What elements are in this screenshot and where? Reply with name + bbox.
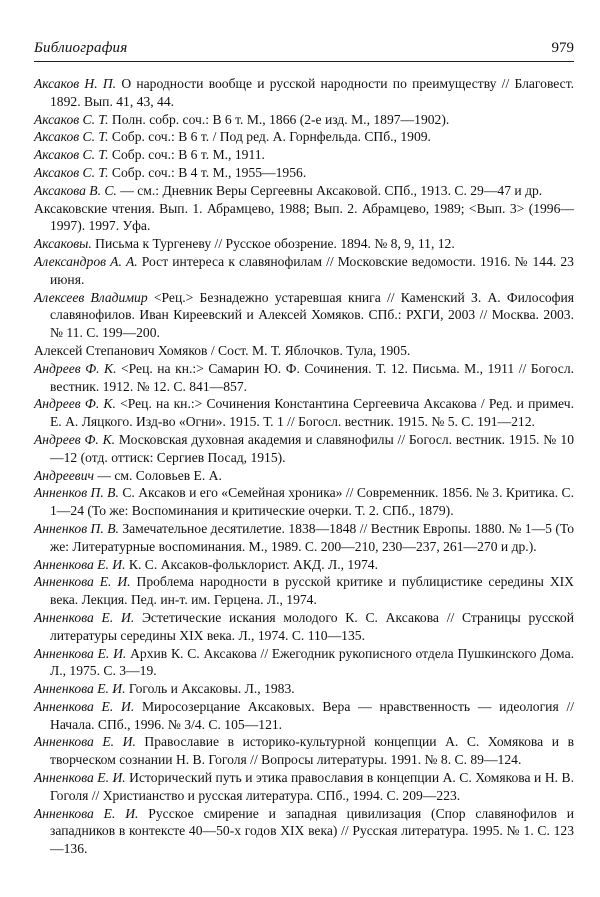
bibliography-entry bbox=[34, 645, 574, 681]
page-header bbox=[34, 36, 574, 62]
bibliography-entry bbox=[34, 200, 574, 236]
entry-text: Собр. соч.: В 6 т. / Под ред. А. Горнфельда. СПб., 1909. bbox=[108, 129, 431, 145]
entry-author: Анненкова Е. И. bbox=[34, 734, 136, 750]
bibliography-list bbox=[34, 75, 574, 858]
bibliography-entry bbox=[34, 111, 574, 129]
entry-author: Анненкова Е. И. bbox=[34, 645, 127, 661]
entry-text: О народности вообще и русской народности по преимуществу // Благовест. 1892. Вып. 41, 43, 44. bbox=[50, 76, 575, 109]
page-number: 979 bbox=[551, 40, 574, 56]
entry-author: Андреевич bbox=[34, 467, 94, 483]
bibliography-entry bbox=[34, 520, 574, 556]
bibliography-entry bbox=[34, 680, 574, 698]
entry-text: Русское смирение и западная цивилизация (Спор славянофилов и западников в контексте 40—50-х годов XIX века) // Русская литература. 1995. № 1. С. 123—136. bbox=[50, 805, 574, 857]
entry-author: Анненкова Е. И. bbox=[34, 609, 135, 625]
entry-text: Миросозерцание Аксаковых. Вера — нравственность — идеология // Начала. СПб., 1996. № 3/4. С. 105—121. bbox=[50, 698, 574, 732]
entry-text: Проблема народности в русской критике и публицистике середины XIX века. Лекция. Пед. ин-т. им. Герцена. Л., 1974. bbox=[50, 574, 574, 608]
bibliography-entry bbox=[34, 467, 574, 485]
bibliography-entry bbox=[34, 75, 574, 111]
entry-text: Исторический путь и этика православия в концепции А. С. Хомякова и Н. В. Гоголя // Христианство и русская литература. СПб., 1994. С. 209—223. bbox=[50, 770, 574, 803]
bibliography-entry bbox=[34, 128, 574, 146]
entry-text: Замечательное десятилетие. 1838—1848 // Вестник Европы. 1880. № 1—5 (То же: Литературные воспоминания. М., 1989. С. 200—210, 230—237, 261—270 и др.). bbox=[50, 520, 575, 554]
entry-text: Эстетические искания молодого К. С. Аксакова // Страницы русской литературы середины XIX века. Л., 1974. С. 110—135. bbox=[50, 609, 574, 643]
entry-author: Андреев Ф. К. bbox=[34, 396, 116, 412]
entry-author: Анненкова Е. И. bbox=[34, 770, 126, 786]
entry-text: Алексей Степанович Хомяков / Сост. М. Т. Яблочков. Тула, 1905. bbox=[34, 342, 411, 358]
entry-author: Анненков П. В. bbox=[34, 520, 119, 536]
entry-text: С. Аксаков и его «Семейная хроника» // Современник. 1856. № 3. Критика. С. 1—24 (То же: Воспоминания и критические очерки. Т. 2. СПб., 1879). bbox=[50, 485, 574, 519]
entry-author: Аксаков С. Т. bbox=[34, 111, 109, 127]
bibliography-entry bbox=[34, 342, 574, 360]
entry-author: Аксаков С. Т. bbox=[34, 164, 109, 180]
entry-author: Андреев Ф. К. bbox=[34, 431, 116, 447]
bibliography-entry bbox=[34, 289, 574, 342]
entry-author: Анненкова Е. И. bbox=[34, 574, 131, 590]
bibliography-entry bbox=[34, 431, 574, 467]
entry-author: Алексеев Владимир bbox=[34, 289, 148, 305]
entry-text: Аксаковские чтения. Вып. 1. Абрамцево, 1988; Вып. 2. Абрамцево, 1989; <Вып. 3> (1996—1997). 1997. Уфа. bbox=[34, 200, 574, 234]
bibliography-entry bbox=[34, 164, 574, 182]
entry-text: Архив К. С. Аксакова // Ежегодник рукописного отдела Пушкинского Дома. Л., 1975. С. 3—19. bbox=[50, 645, 574, 679]
bibliography-entry bbox=[34, 609, 574, 645]
bibliography-entry bbox=[34, 484, 574, 520]
entry-text: Полн. собр. соч.: В 6 т. М., 1866 (2-е изд. М., 1897—1902). bbox=[108, 111, 450, 127]
bibliography-entry bbox=[34, 235, 574, 253]
entry-author: Анненкова Е. И. bbox=[34, 805, 139, 821]
entry-text: <Рец. на кн.:> Сочинения Константина Сергеевича Аксакова / Ред. и примеч. Е. А. Ляцкого. Изд-во «Огни». 1915. Т. 1 // Богосл. вестник. 1915. № 5. С. 191—212. bbox=[50, 396, 574, 430]
entry-text: — см. Соловьев Е. А. bbox=[93, 467, 222, 483]
entry-author: Александров А. А. bbox=[34, 253, 138, 269]
bibliography-entry bbox=[34, 769, 574, 805]
bibliography-entry bbox=[34, 698, 574, 734]
entry-author: Анненкова Е. И. bbox=[34, 681, 126, 697]
entry-text: Собр. соч.: В 6 т. М., 1911. bbox=[108, 147, 265, 163]
entry-author: Аксаковы. bbox=[34, 236, 92, 252]
entry-text: Московская духовная академия и славянофилы // Богосл. вестник. 1915. № 10—12 (отд. оттиск: Сергиев Посад, 1915). bbox=[50, 431, 575, 465]
entry-text: — см.: Дневник Веры Сергеевны Аксаковой. СПб., 1913. С. 29—47 и др. bbox=[116, 182, 543, 198]
entry-text: К. С. Аксаков-фольклорист. АКД. Л., 1974. bbox=[125, 556, 378, 572]
bibliography-entry bbox=[34, 360, 574, 396]
bibliography-entry bbox=[34, 573, 574, 609]
bibliography-entry bbox=[34, 733, 574, 769]
running-title: Библиография bbox=[34, 40, 128, 56]
bibliography-entry bbox=[34, 395, 574, 431]
entry-text: <Рец.> Безнадежно устаревшая книга // Каменский З. А. Философия славянофилов. Иван Киреевский и Алексей Хомяков. СПб.: РХГИ, 2003 // Москва. 2003. № 11. С. 199—200. bbox=[50, 289, 575, 341]
bibliography-entry bbox=[34, 556, 574, 574]
entry-text: Рост интереса к славянофилам // Московские ведомости. 1916. № 144. 23 июня. bbox=[50, 253, 574, 287]
entry-text: Письма к Тургеневу // Русское обозрение. 1894. № 8, 9, 11, 12. bbox=[91, 236, 455, 252]
entry-author: Аксаков С. Т. bbox=[34, 129, 109, 145]
entry-text: Православие в историко-культурной концепции А. С. Хомякова и в творческом сознании Н. В. Гоголя // Вопросы литературы. 1991. № 8. С. 89—124. bbox=[50, 734, 574, 768]
bibliography-entry bbox=[34, 182, 574, 200]
entry-text: Собр. соч.: В 4 т. М., 1955—1956. bbox=[108, 164, 307, 180]
entry-author: Андреев Ф. К. bbox=[34, 360, 117, 376]
entry-author: Аксаков Н. П. bbox=[34, 76, 117, 91]
entry-text: Гоголь и Аксаковы. Л., 1983. bbox=[125, 681, 295, 697]
entry-author: Аксакова В. С. bbox=[34, 182, 117, 198]
entry-author: Анненков П. В. bbox=[34, 485, 119, 501]
bibliography-entry bbox=[34, 805, 574, 858]
entry-text: <Рец. на кн.:> Самарин Ю. Ф. Сочинения. Т. 12. Письма. М., 1911 // Богосл. вестник. 1912. № 12. С. 841—857. bbox=[50, 360, 574, 394]
entry-author: Аксаков С. Т. bbox=[34, 147, 109, 163]
entry-author: Анненкова Е. И. bbox=[34, 698, 135, 714]
entry-author: Анненкова Е. И. bbox=[34, 556, 126, 572]
bibliography-entry bbox=[34, 253, 574, 289]
bibliography-entry bbox=[34, 146, 574, 164]
